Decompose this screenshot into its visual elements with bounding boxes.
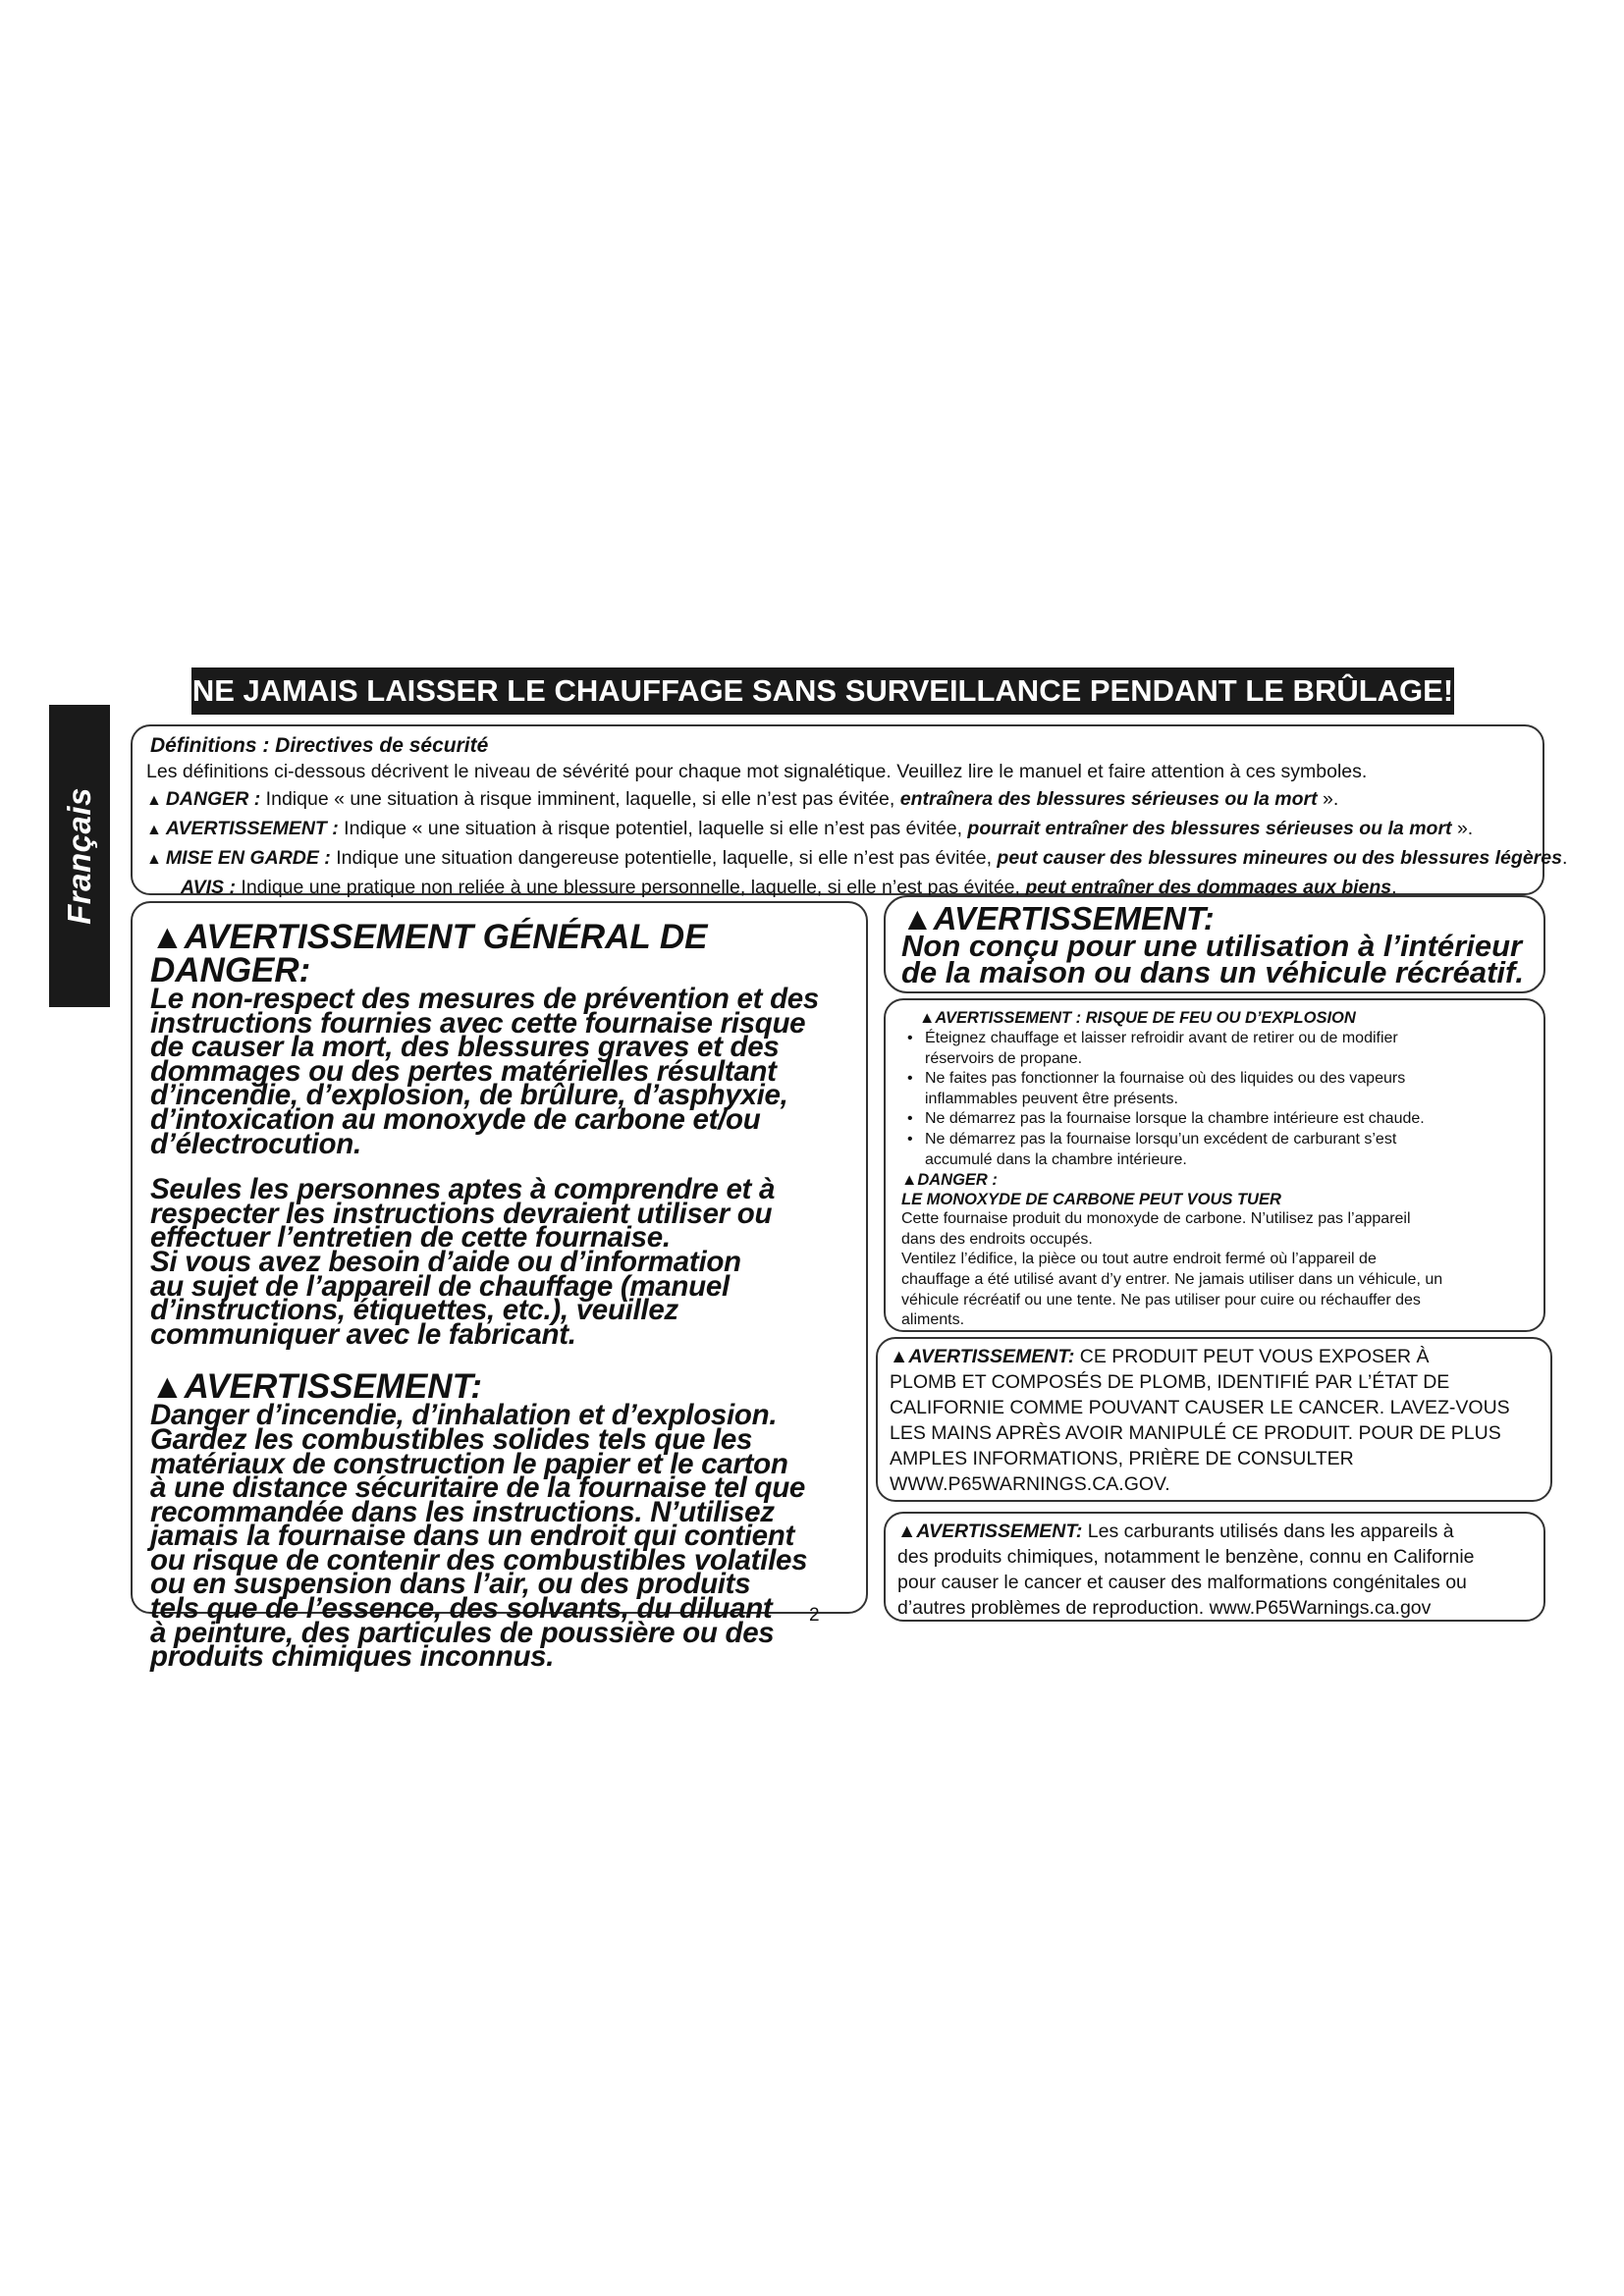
list-item: • Ne faites pas fonctionner la fournaise où des liquides ou des vapeurs inflammables peuvent être présents. (901, 1069, 1543, 1109)
list-item: • Ne démarrez pas la fournaise lorsqu’un excédent de carburant s’est accumulé dans la chambre intérieure. (901, 1130, 1543, 1170)
warning-triangle-icon: ▲ (897, 1521, 917, 1542)
danger-label: ▲DANGER : (901, 1171, 998, 1190)
warning-triangle-icon: ▲ (901, 1171, 918, 1190)
co-title: LE MONOXYDE DE CARBONE PEUT VOUS TUER (901, 1191, 1281, 1209)
general-warning-box (131, 901, 868, 1674)
lead-warning-box (876, 1337, 1552, 1502)
indoor-warning-title: ▲AVERTISSEMENT: (901, 900, 1215, 936)
warning-triangle-icon: ▲ (890, 1346, 909, 1367)
page-number: 2 (809, 1605, 820, 1626)
co-text: Cette fournaise produit du monoxyde de carbone. N’utilisez pas l’appareil dans des endroits occupés. Ventilez l’édifice, la pièce ou tout autre endroit fermé où l’appareil de chauffage a été utilisé avant d’y entrer. Ne jamais utiliser dans un véhicule, un véhicule récréatif ou une tente. Ne pas utiliser pour cuire ou réchauffer des aliments. (901, 1210, 1443, 1329)
warning-triangle-icon: ▲ (146, 792, 162, 809)
definition-danger: ▲ DANGER : Indique « une situation à risque imminent, laquelle, si elle n’est pas évitée, entraînera des blessures sérieuses ou la mort ». (146, 788, 1339, 810)
language-label: Français (61, 787, 97, 925)
list-item: • Éteignez chauffage et laisser refroidir avant de retirer ou de modifier réservoirs de propane. (901, 1029, 1543, 1069)
fuel-warning-text: ▲AVERTISSEMENT: Les carburants utilisés dans les appareils à des produits chimiques, notamment le benzène, connu en Californie pour causer le cancer et causer des malformations congénitales ou d’autres problèmes de reproduction. www.P65Warnings.ca.gov (897, 1521, 1475, 1619)
general-warning-p3: Danger d’incendie, d’inhalation et d’explosion. Gardez les combustibles solides tels que les matériaux de construction le papier et le carton à une distance sécuritaire de la fournaise tel que recommandée dans les instructions. N’utilisez jamais la fournaise dans un endroit qui contient ou risque de contenir des combustibles volatiles ou en suspension dans l’air, ou des produits tels que de l’essence, des solvants, du diluant à peinture, des particules de poussière ou des produits chimiques inconnus. (150, 1399, 808, 1674)
general-warning-title2: ▲AVERTISSEMENT: (150, 1367, 483, 1407)
definition-avis: AVIS : Indique une pratique non reliée à une blessure personnelle, laquelle, si elle n’est pas évitée, peut entraîner des dommages aux biens. (181, 877, 1397, 898)
definitions-intro: Les définitions ci-dessous décrivent le niveau de sévérité pour chaque mot signalétique. Veuillez lire le manuel et faire attention à ces symboles. (146, 761, 1368, 782)
indoor-warning-line2: de la maison ou dans un véhicule récréatif. (901, 955, 1524, 989)
fire-warning-list (901, 1029, 1543, 1170)
warning-triangle-icon: ▲ (919, 1009, 936, 1027)
general-warning-p2: Seules les personnes aptes à comprendre et à respecter les instructions devraient utiliser ou effectuer l’entretien de cette fournaise. Si vous avez besoin d’aide ou d’information au sujet de l’appareil de chauffage (manuel d’instructions, étiquettes, etc.), veuillez communiquer avec le fabricant. (150, 1173, 776, 1351)
definition-mise-en-garde: ▲ MISE EN GARDE : Indique une situation dangereuse potentielle, laquelle, si elle n’est pas évitée, peut causer des blessures mineures ou des blessures légères. (146, 847, 1568, 869)
definition-avertissement: ▲ AVERTISSEMENT : Indique « une situation à risque potentiel, laquelle si elle n’est pas évitée, pourrait entraîner des blessures sérieuses ou la mort ». (146, 818, 1474, 839)
fuel-warning-box (884, 1512, 1545, 1622)
warning-triangle-icon: ▲ (146, 851, 162, 868)
page-banner: NE JAMAIS LAISSER LE CHAUFFAGE SANS SURVEILLANCE PENDANT LE BRÛLAGE! (191, 667, 1454, 715)
language-tab (49, 705, 110, 1007)
fire-warning-box (884, 998, 1545, 1332)
warning-triangle-icon: ▲ (901, 900, 934, 936)
definitions-title: Définitions : Directives de sécurité (150, 734, 489, 757)
definitions-box (131, 724, 1568, 898)
lead-warning-text: ▲AVERTISSEMENT: CE PRODUIT PEUT VOUS EXPOSER À PLOMB ET COMPOSÉS DE PLOMB, IDENTIFIÉ PAR L’ÉTAT DE CALIFORNIE COMME POUVANT CAUSER LE CANCER. LAVEZ-VOUS LES MAINS APRÈS AVOIR MANIPULÉ CE PRODUIT. POUR DE PLUS AMPLES INFORMATIONS, PRIÈRE DE CONSULTER WWW.P65WARNINGS.CA.GOV. (890, 1346, 1510, 1495)
indoor-warning-line1: Non conçu pour une utilisation à l’intérieur (901, 929, 1523, 963)
indoor-warning-box (884, 895, 1545, 993)
warning-triangle-icon: ▲ (150, 918, 185, 956)
warning-triangle-icon: ▲ (150, 1367, 185, 1407)
warning-triangle-icon: ▲ (146, 822, 162, 838)
list-item: • Ne démarrez pas la fournaise lorsque la chambre intérieure est chaude. (901, 1109, 1543, 1130)
general-warning-p1: Le non-respect des mesures de prévention et des instructions fournies avec cette fournaise risque de causer la mort, des blessures graves et des dommages ou des pertes matérielles résultant d’incendie, d’explosion, de brûlure, d’asphyxie, d’intoxication au monoxyde de carbone et/ou d’électrocution. (150, 983, 820, 1160)
general-warning-title: ▲AVERTISSEMENT GÉNÉRAL DE DANGER: (150, 918, 708, 989)
fire-warning-title: ▲AVERTISSEMENT : RISQUE DE FEU OU D’EXPLOSION (919, 1009, 1356, 1027)
